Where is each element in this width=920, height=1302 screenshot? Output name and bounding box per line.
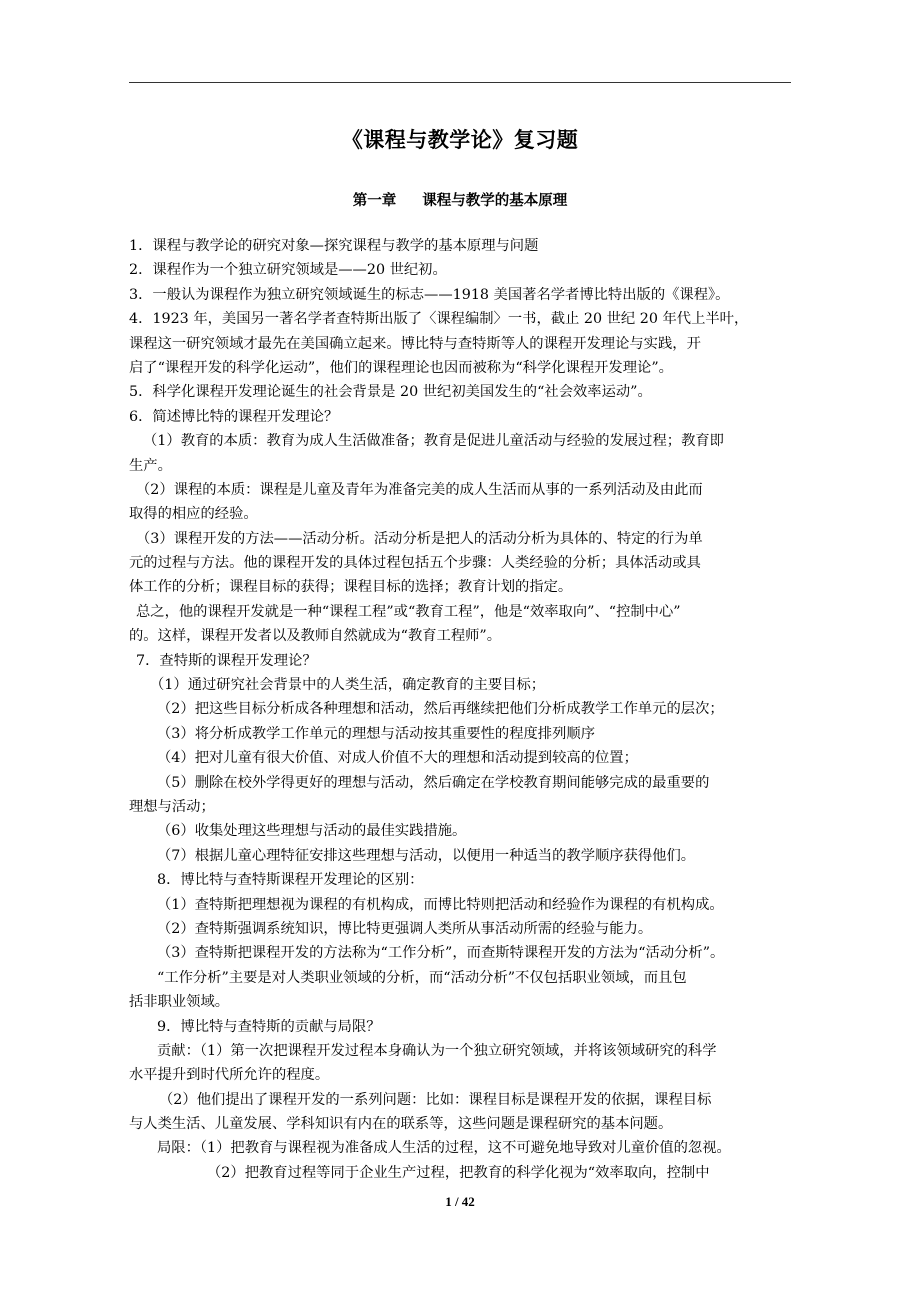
header-rule [129,82,791,83]
text-line: 5．科学化课程开发理论诞生的社会背景是 20 世纪初美国发生的“社会效率运动”。 [129,384,652,401]
text-line: 元的过程与方法。他的课程开发的具体过程包括五个步骤：人类经验的分析；具体活动或具 [129,555,701,572]
text-line: 括非职业领域。 [129,994,230,1011]
text-line: （2）把教育过程等同于企业生产过程，把教育的科学化视为“效率取向，控制中 [207,1164,710,1181]
text-line: 8．博比特与查特斯课程开发理论的区别： [157,872,424,889]
document-body [129,234,794,1185]
text-line: （5）删除在校外学得更好的理想与活动，然后确定在学校教育期间能够完成的最重要的 [157,774,710,791]
text-line: 启了“课程开发的科学化运动”，他们的课程理论也因而被称为“科学化课程开发理论”。 [129,359,673,376]
text-line: 的。这样，课程开发者以及教师自然就成为“教育工程师”。 [129,628,502,645]
text-line: 水平提升到时代所允许的程度。 [129,1067,330,1084]
text-line: （3）将分析成教学工作单元的理想与活动按其重要性的程度排列顺序 [157,725,595,742]
page-number: 1 / 42 [445,1194,475,1209]
text-line: （4）把对儿童有很大价值、对成人价值不大的理想和活动提到较高的位置； [157,750,638,767]
text-line: 课程这一研究领域才最先在美国确立起来。博比特与查特斯等人的课程开发理论与实践，开 [129,335,701,352]
text-line: （1）教育的本质：教育为成人生活做准备；教育是促进儿童活动与经验的发展过程；教育即 [143,433,724,450]
text-line: 体工作的分析；课程目标的获得；课程目标的选择；教育计划的指定。 [129,579,573,596]
text-line: （2）查特斯强调系统知识，博比特更强调人类所从事活动所需的经验与能力。 [157,920,653,937]
text-line: 2．课程作为一个独立研究领域是——20 世纪初。 [129,262,447,279]
text-line: （2）课程的本质：课程是儿童及青年为准备完美的成人生活而从事的一系列活动及由此而 [136,481,703,498]
text-line: 与人类生活、儿童发展、学科知识有内在的联系等，这些问题是课程研究的基本问题。 [129,1116,673,1133]
text-line: （6）收集处理这些理想与活动的最佳实践措施。 [157,823,467,840]
text-line: 7．查特斯的课程开发理论？ [136,652,317,669]
document-title: 《课程与教学论》复习题 [341,128,579,152]
text-line: 3．一般认为课程作为独立研究领域诞生的标志——1918 美国著名学者博比特出版的《课程》。 [129,286,730,303]
text-line: （2）他们提出了课程开发的一系列问题：比如：课程目标是课程开发的依据，课程目标 [159,1091,712,1108]
text-line: 局限：（1）把教育与课程视为准备成人生活的过程，这不可避免地导致对儿童价值的忽视。 [157,1140,731,1157]
text-line: 1．课程与教学论的研究对象—探究课程与教学的基本原理与问题 [129,238,539,254]
text-line: 9．博比特与查特斯的贡献与局限？ [157,1018,381,1035]
text-line: （1）查特斯把理想视为课程的有机构成，而博比特则把活动和经验作为课程的有机构成。 [157,896,724,913]
chapter-name: 课程与教学的基本原理 [422,193,568,209]
text-line: 贡献：（1）第一次把课程开发过程本身确认为一个独立研究领域，并将该领域研究的科学 [157,1042,717,1059]
text-line: 生产。 [129,457,172,474]
chapter-heading [0,189,920,210]
text-line: 总之，他的课程开发就是一种“课程工程”或“教育工程”，他是“效率取向”、“控制中心” [136,603,681,620]
text-line: （3）查特斯把课程开发的方法称为“工作分析”，而查斯特课程开发的方法为“活动分析”。 [157,945,725,962]
chapter-number: 第一章 [352,193,397,209]
text-line: “工作分析”主要是对人类职业领域的分析，而“活动分析”不仅包括职业领域，而且包 [157,969,687,986]
text-line: 4．1923 年，美国另一著名学者查特斯出版了〈课程编制〉一书，截止 20 世纪 20 年代上半叶， [129,311,749,328]
text-line: 取得的相应的经验。 [129,506,258,523]
text-line: 理想与活动； [129,798,215,815]
text-line: （3）课程开发的方法——活动分析。活动分析是把人的活动分析为具体的、特定的行为单 [136,530,703,547]
text-line: 6．简述博比特的课程开发理论？ [129,408,339,425]
text-line: （7）根据儿童心理特征安排这些理想与活动，以便用一种适当的教学顺序获得他们。 [157,847,696,864]
text-line: （2）把这些目标分析成各种理想和活动，然后再继续把他们分析成教学工作单元的层次； [157,701,724,718]
text-line: （1）通过研究社会背景中的人类生活，确定教育的主要目标； [150,677,546,694]
